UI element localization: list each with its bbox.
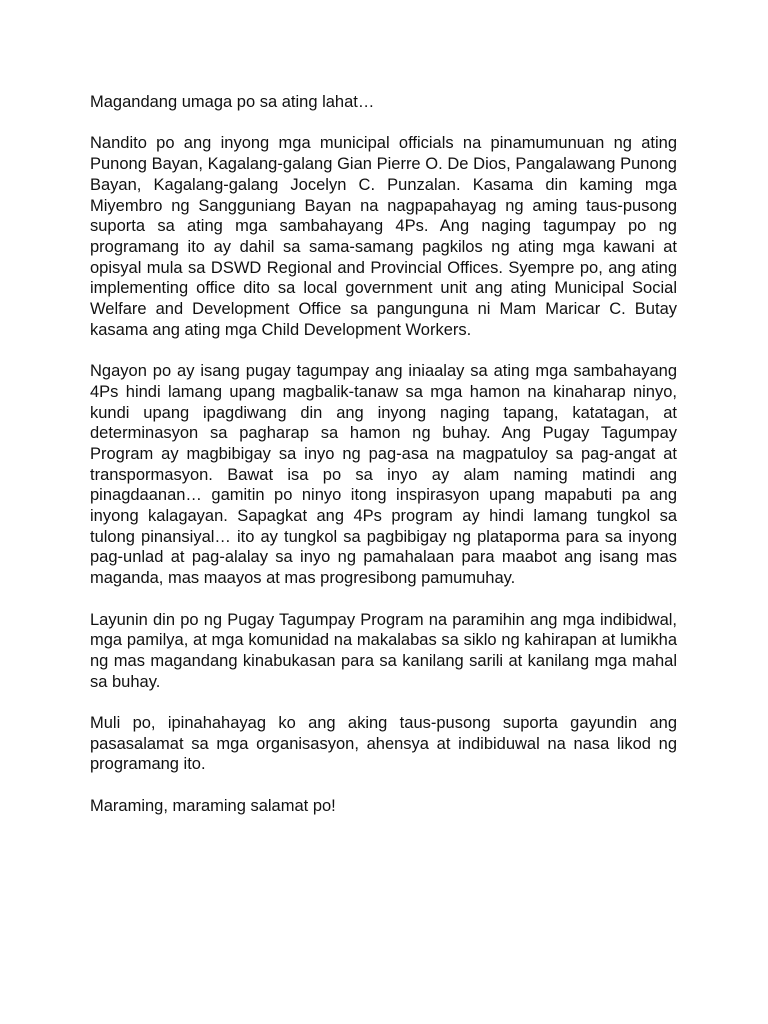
greeting-paragraph: Magandang umaga po sa ating lahat… xyxy=(90,93,375,111)
support-paragraph: Muli po, ipinahahayag ko ang aking taus-pusong suporta gayundin ang pasasalamat sa mga organisasyon, ahensya at indibiduwal na nasa likod ng programang ito. xyxy=(90,714,677,774)
officials-paragraph: Nandito po ang inyong mga municipal officials na pinamumunuan ng ating Punong Bayan, Kagalang-galang Gian Pierre O. De Dios, Pangalawang Punong Bayan, Kagalang-galang Jocelyn C. Punzalan. Kasama din kaming mga Miyembro ng Sangguniang Bayan na nagpapahayag ng aming taus-pusong suporta sa ating mga sambahayang 4Ps. Ang naging tagumpay po ng programang ito ay dahil sa sama-samang pagkilos ng ating mga kawani at opisyal mula sa DSWD Regional and Provincial Offices. Syempre po, ang ating implementing office dito sa local government unit ang ating Municipal Social Welfare and Development Office sa pangunguna ni Mam Maricar C. Butay kasama ang ating mga Child Development Workers. xyxy=(90,134,677,339)
closing-paragraph: Maraming, maraming salamat po! xyxy=(90,796,336,815)
pugay-tagumpay-paragraph: Ngayon po ay isang pugay tagumpay ang iniaalay sa ating mga sambahayang 4Ps hindi lamang upang magbalik-tanaw sa mga hamon na kinaharap ninyo, kundi upang ipagdiwang din ang inyong naging tapang, katatagan, at determinasyon sa pagharap sa hamon ng buhay. Ang Pugay Tagumpay Program ay magbibigay sa inyo ng pag-asa na magpatuloy sa pag-angat at transpormasyon. Bawat isa po sa inyo ay alam naming matindi ang pinagdaanan… gamitin po ninyo itong inspirasyon upang mapabuti pa ang inyong kalagayan. Sapagkat ang 4Ps program ay hindi lamang tungkol sa tulong pinansiyal… ito ay tungkol sa pagbibigay ng plataporma para sa inyong pag-unlad at pag-alalay sa inyo ng pamahalaan para maabot ang isang mas maganda, mas maayos at mas progresibong pamumuhay. xyxy=(90,362,677,588)
document-page xyxy=(90,92,677,837)
program-goal-paragraph: Layunin din po ng Pugay Tagumpay Program na paramihin ang mga indibidwal, mga pamilya, at mga komunidad na makalabas sa siklo ng kahirapan at lumikha ng mas magandang kinabukasan para sa kanilang sarili at kanilang mga mahal sa buhay. xyxy=(90,610,677,691)
